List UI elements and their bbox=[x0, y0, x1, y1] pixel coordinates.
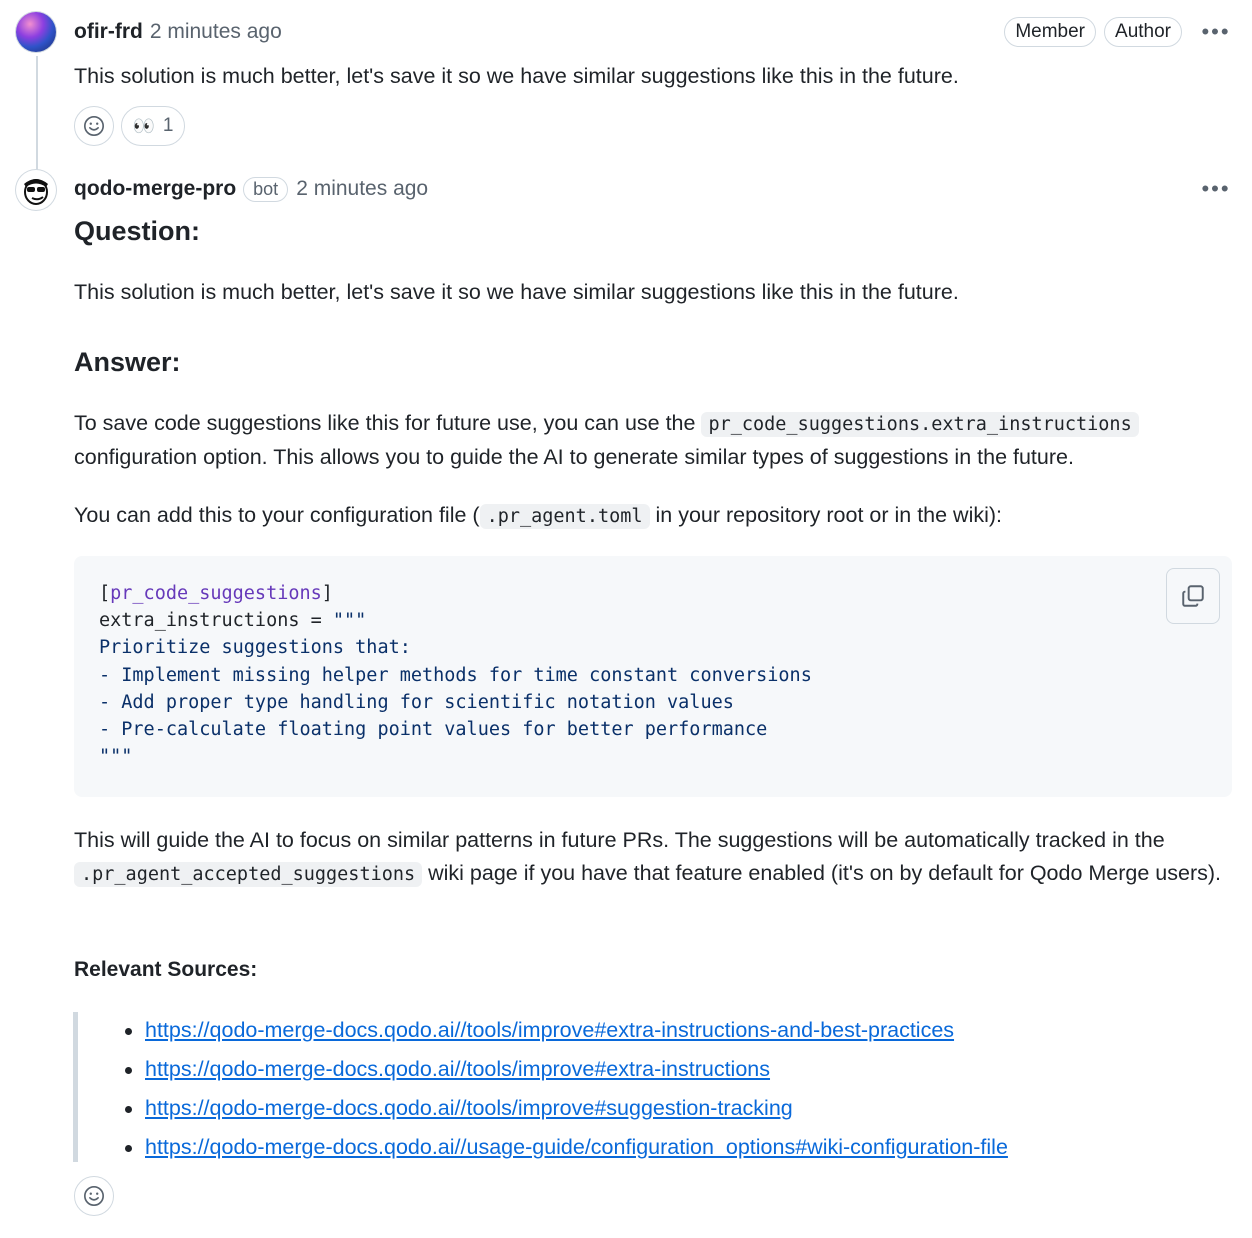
inline-code: .pr_agent_accepted_suggestions bbox=[74, 862, 422, 887]
add-reaction-button[interactable] bbox=[74, 1176, 114, 1216]
bot-avatar-image bbox=[16, 170, 56, 210]
source-link[interactable]: https://qodo-merge-docs.qodo.ai//tools/improve#extra-instructions-and-best-practices bbox=[145, 1018, 955, 1042]
bot-avatar[interactable] bbox=[16, 170, 56, 210]
paragraph-text: To save code suggestions like this for future use, you can use the bbox=[74, 411, 696, 435]
comment-header bbox=[74, 14, 1236, 50]
sources-heading: Relevant Sources: bbox=[74, 958, 258, 981]
list-item bbox=[145, 1051, 1008, 1090]
author-link[interactable]: qodo-merge-pro bbox=[74, 177, 237, 200]
code-line: """ bbox=[99, 746, 133, 768]
more-options-icon[interactable]: ••• bbox=[1201, 19, 1231, 44]
paragraph-text: in your repository root or in the wiki): bbox=[655, 503, 1003, 527]
inline-code: .pr_agent.toml bbox=[480, 504, 650, 529]
answer-paragraph-2 bbox=[74, 499, 1234, 533]
comment-body: This solution is much better, let's save it so we have similar suggestions like this in the future. bbox=[74, 64, 959, 88]
bot-badge: bot bbox=[243, 177, 288, 202]
source-link[interactable]: https://qodo-merge-docs.qodo.ai//tools/improve#extra-instructions bbox=[145, 1057, 771, 1081]
paragraph-text: configuration option. This allows you to guide the AI to generate similar types of suggestions in the future. bbox=[74, 445, 1074, 469]
author-link[interactable]: ofir-frd bbox=[74, 20, 143, 43]
eyes-reaction-button[interactable] bbox=[121, 106, 185, 146]
timestamp[interactable]: 2 minutes ago bbox=[296, 177, 429, 200]
list-item bbox=[145, 1129, 1008, 1168]
smiley-icon bbox=[83, 1185, 105, 1207]
avatar[interactable] bbox=[16, 12, 56, 52]
code-line: - Add proper type handling for scientific notation values bbox=[99, 691, 734, 713]
timeline-line bbox=[36, 56, 38, 172]
answer-heading: Answer: bbox=[74, 347, 181, 377]
paragraph-text: You can add this to your configuration file ( bbox=[74, 503, 480, 527]
question-heading: Question: bbox=[74, 216, 200, 246]
reaction-count: 1 bbox=[162, 115, 174, 136]
code-token: ] bbox=[321, 583, 333, 604]
answer-paragraph-3 bbox=[74, 824, 1234, 891]
member-badge: Member bbox=[1004, 17, 1096, 47]
source-link[interactable]: https://qodo-merge-docs.qodo.ai//tools/improve#suggestion-tracking bbox=[145, 1096, 793, 1120]
code-content[interactable] bbox=[99, 580, 812, 770]
code-line: - Implement missing helper methods for time constant conversions bbox=[99, 664, 812, 686]
copy-icon bbox=[1180, 583, 1206, 609]
paragraph-text: wiki page if you have that feature enabled (it's on by default for Qodo Merge users). bbox=[428, 861, 1222, 885]
eyes-emoji: 👀 bbox=[132, 115, 155, 136]
code-token: pr_code_suggestions bbox=[110, 583, 322, 604]
blockquote-bar bbox=[73, 1012, 78, 1162]
more-options-icon[interactable]: ••• bbox=[1201, 176, 1231, 201]
inline-code: pr_code_suggestions.extra_instructions bbox=[701, 412, 1138, 437]
timestamp[interactable]: 2 minutes ago bbox=[149, 20, 282, 43]
list-item bbox=[145, 1012, 1008, 1051]
code-block bbox=[74, 556, 1232, 797]
author-badge: Author bbox=[1104, 17, 1182, 47]
copy-button[interactable] bbox=[1166, 568, 1220, 624]
question-text: This solution is much better, let's save it so we have similar suggestions like this in the future. bbox=[74, 280, 959, 304]
comment-header bbox=[74, 171, 1236, 207]
code-line: Prioritize suggestions that: bbox=[99, 637, 411, 659]
source-link[interactable]: https://qodo-merge-docs.qodo.ai//usage-guide/configuration_options#wiki-configuration-file bbox=[145, 1135, 1008, 1159]
sources-list bbox=[145, 1012, 1008, 1168]
code-line: - Pre-calculate floating point values for better performance bbox=[99, 719, 768, 741]
code-token: extra_instructions = bbox=[99, 610, 333, 632]
code-token: """ bbox=[332, 610, 367, 632]
code-token: [ bbox=[99, 583, 111, 604]
list-item bbox=[145, 1090, 1008, 1129]
add-reaction-button[interactable] bbox=[74, 106, 114, 146]
paragraph-text: This will guide the AI to focus on similar patterns in future PRs. The suggestions will be automatically tracked in the bbox=[74, 828, 1165, 852]
answer-paragraph-1 bbox=[74, 407, 1234, 474]
smiley-icon bbox=[83, 115, 105, 137]
